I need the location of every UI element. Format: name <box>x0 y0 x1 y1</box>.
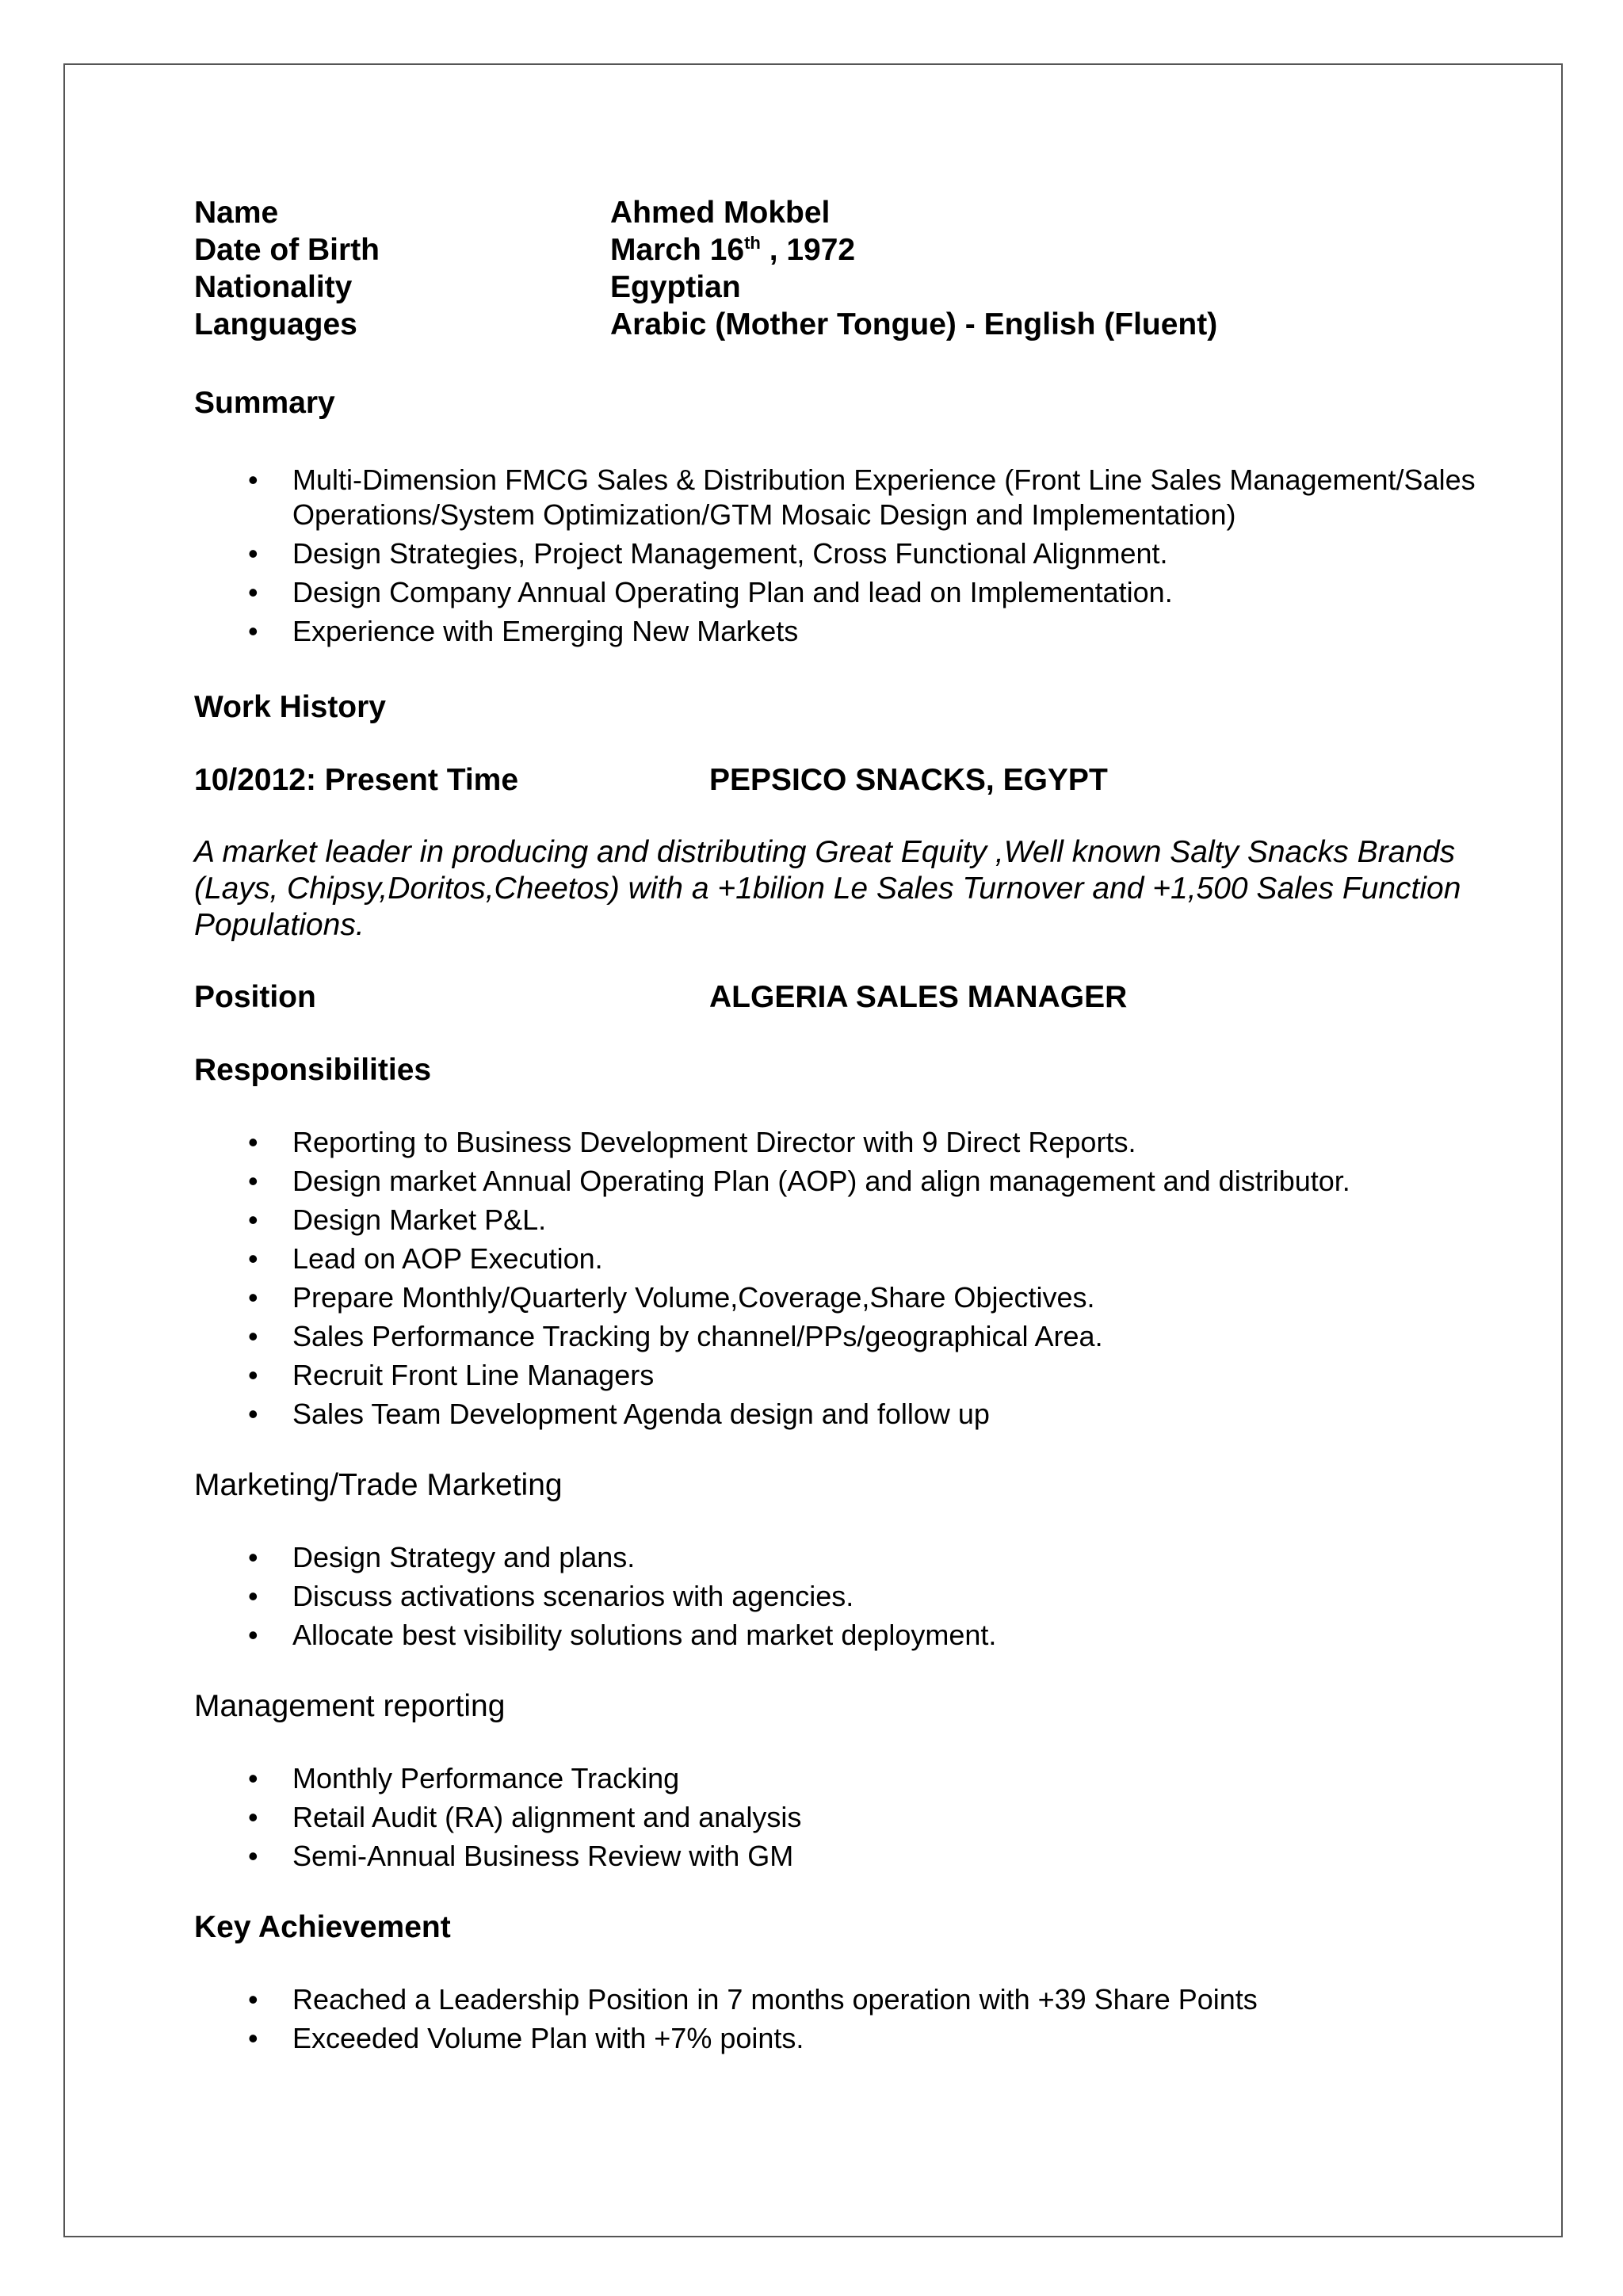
list-item: • Reporting to Business Development Director with 9 Direct Reports. <box>248 1126 1136 1158</box>
responsibilities-list <box>194 1125 1494 1432</box>
list-item: • Design Strategies, Project Management, Cross Functional Alignment. <box>248 537 1168 570</box>
bullet-icon: • <box>248 463 258 496</box>
management-reporting-heading: Management reporting <box>194 1689 506 1723</box>
list-item: • Design Market P&L. <box>248 1203 547 1236</box>
personal-info <box>194 194 1494 343</box>
list-item: • Monthly Performance Tracking <box>248 1762 680 1794</box>
key-achievement-heading: Key Achievement <box>194 1910 451 1944</box>
list-item: • Recruit Front Line Managers <box>248 1359 655 1391</box>
bullet-icon: • <box>248 1840 258 1872</box>
bullet-icon: • <box>248 537 258 570</box>
bullet-icon: • <box>248 1801 258 1833</box>
list-item: • Design Company Annual Operating Plan and lead on Implementation. <box>248 576 1173 608</box>
bullet-icon: • <box>248 1398 258 1430</box>
list-item: • Exceeded Volume Plan with +7% points. <box>248 2022 804 2054</box>
company-description: A market leader in producing and distributing Great Equity ,Well known Salty Snacks Brands (Lays, Chipsy,Doritos,Cheetos) with a +1bilion Le Sales Turnover and +1,500 Sales Function Populations. <box>194 835 1461 942</box>
dob-label: Date of Birth <box>194 233 380 267</box>
list-item: • Allocate best visibility solutions and market deployment. <box>248 1619 997 1651</box>
bullet-icon: • <box>248 1165 258 1197</box>
nationality-label: Nationality <box>194 270 353 304</box>
bullet-icon: • <box>248 1203 258 1236</box>
name-value: Ahmed Mokbel <box>610 196 831 230</box>
list-item: • Sales Team Development Agenda design and follow up <box>248 1398 990 1430</box>
list-item: • Sales Performance Tracking by channel/PPs/geographical Area. <box>248 1320 1103 1352</box>
bullet-icon: • <box>248 1541 258 1573</box>
key-achievement-list <box>194 1982 1494 2056</box>
dob-year: , 1972 <box>760 233 856 267</box>
list-item: • Design Strategy and plans. <box>248 1541 636 1573</box>
position-row <box>194 978 1494 1016</box>
languages-value: Arabic (Mother Tongue) - English (Fluent) <box>610 307 1218 341</box>
list-item: • Lead on AOP Execution. <box>248 1242 603 1275</box>
name-row <box>194 194 1494 231</box>
bullet-icon: • <box>248 576 258 608</box>
bullet-icon: • <box>248 1281 258 1314</box>
list-item: • Discuss activations scenarios with agencies. <box>248 1580 854 1612</box>
bullet-icon: • <box>248 1242 258 1275</box>
list-item: • Reached a Leadership Position in 7 months operation with +39 Share Points <box>248 1983 1258 2016</box>
job-header <box>194 761 1494 799</box>
bullet-icon: • <box>248 1320 258 1352</box>
position-value: ALGERIA SALES MANAGER <box>709 980 1128 1014</box>
languages-label: Languages <box>194 307 357 341</box>
dob-ordinal: th <box>744 233 761 253</box>
summary-list <box>194 463 1494 649</box>
dob-value <box>610 231 1494 269</box>
list-item: • Retail Audit (RA) alignment and analysis <box>248 1801 802 1833</box>
position-label: Position <box>194 980 316 1014</box>
job-period: 10/2012: Present Time <box>194 763 519 797</box>
languages-row <box>194 306 1494 343</box>
nationality-row <box>194 269 1494 306</box>
bullet-icon: • <box>248 1580 258 1612</box>
nationality-value: Egyptian <box>610 270 741 304</box>
bullet-icon: • <box>248 1359 258 1391</box>
list-item: • Experience with Emerging New Markets <box>248 615 799 647</box>
dob-main: March 16 <box>610 233 745 267</box>
name-label: Name <box>194 196 279 230</box>
summary-heading: Summary <box>194 386 335 420</box>
company-name: PEPSICO SNACKS, EGYPT <box>709 763 1108 797</box>
work-history-heading: Work History <box>194 690 386 724</box>
list-item: • Design market Annual Operating Plan (AOP) and align management and distributor. <box>248 1165 1350 1197</box>
list-item: • Prepare Monthly/Quarterly Volume,Coverage,Share Objectives. <box>248 1281 1095 1314</box>
marketing-list <box>194 1540 1494 1653</box>
list-item: • Semi-Annual Business Review with GM <box>248 1840 794 1872</box>
bullet-icon: • <box>248 1762 258 1794</box>
list-item: • Multi-Dimension FMCG Sales & Distribution Experience (Front Line Sales Management/Sales Operations/System Optimization/GTM Mosaic Design and Implementation) <box>248 463 1476 531</box>
bullet-icon: • <box>248 615 258 647</box>
management-reporting-list <box>194 1761 1494 1874</box>
resume-content <box>194 194 1494 2056</box>
bullet-icon: • <box>248 1619 258 1651</box>
bullet-icon: • <box>248 1983 258 2016</box>
responsibilities-heading: Responsibilities <box>194 1053 432 1087</box>
bullet-icon: • <box>248 1126 258 1158</box>
bullet-icon: • <box>248 2022 258 2054</box>
dob-row <box>194 231 1494 269</box>
marketing-heading: Marketing/Trade Marketing <box>194 1468 563 1502</box>
